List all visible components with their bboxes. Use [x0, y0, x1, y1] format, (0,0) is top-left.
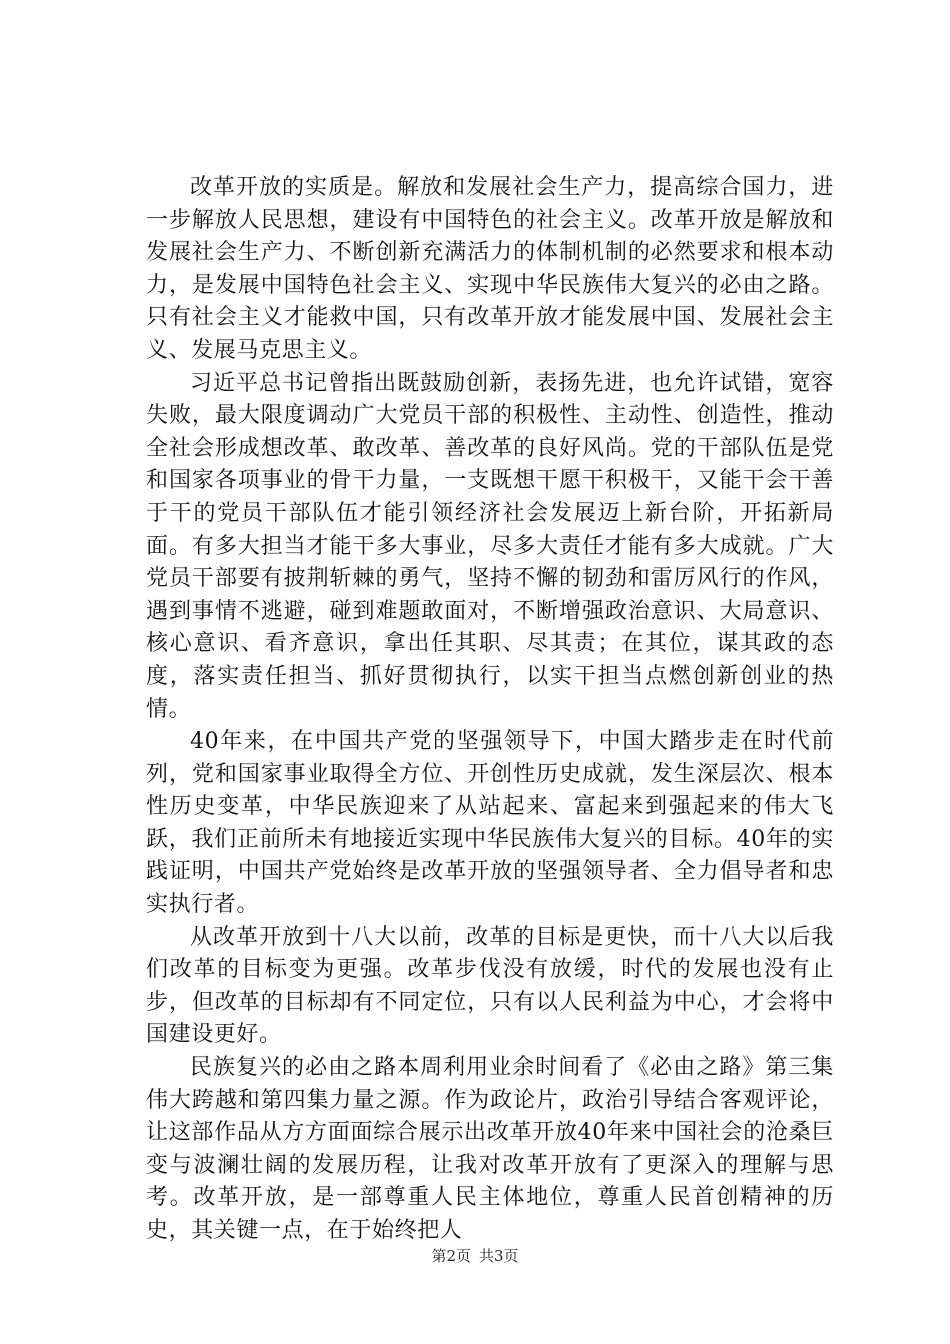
- page-number: 第2页: [431, 1247, 471, 1265]
- page-footer: [0, 1246, 950, 1266]
- paragraph-forty-years: 40年来，在中国共产党的坚强领导下，中国大踏步走在时代前列，党和国家事业取得全方位、开创性历史成就，发生深层次、根本性历史变革，中华民族迎来了从站起来、富起来到强起来的伟大飞跃，我们正前所未有地接近实现中华民族伟大复兴的目标。40年的实践证明，中国共产党始终是改革开放的坚强领导者、全力倡导者和忠实执行者。: [146, 729, 834, 918]
- paragraph-xi-encouragement: 习近平总书记曾指出既鼓励创新，表扬先进，也允许试错，宽容失败，最大限度调动广大党员干部的积极性、主动性、创造性，推动全社会形成想改革、敢改革、善改革的良好风尚。党的干部队伍是党和国家各项事业的骨干力量，一支既想干愿干积极干，又能干会干善于干的党员干部队伍才能引领经济社会发展迈上新台阶，开拓新局面。有多大担当才能干多大事业，尽多大责任才能有多大成就。广大党员干部要有披荆斩棘的勇气，坚持不懈的韧劲和雷厉风行的作风，遇到事情不逃避，碰到难题敢面对，不断增强政治意识、大局意识、核心意识、看齐意识，拿出任其职、尽其责；在其位，谋其政的态度，落实责任担当、抓好贯彻执行，以实干担当点燃创新创业的热情。: [146, 370, 834, 722]
- document-body: [146, 172, 834, 1248]
- page-total: 共3页: [479, 1247, 519, 1265]
- paragraph-reform-essence: 改革开放的实质是。解放和发展社会生产力，提高综合国力，进一步解放人民思想，建设有中国特色的社会主义。改革开放是解放和发展社会生产力、不断创新充满活力的体制机制的必然要求和根本动力，是发展中国特色社会主义、实现中华民族伟大复兴的必由之路。只有社会主义才能救中国，只有改革开放才能发展中国、发展社会主义、发展马克思主义。: [146, 175, 834, 363]
- paragraph-documentary-review: 民族复兴的必由之路本周利用业余时间看了《必由之路》第三集伟大跨越和第四集力量之源。作为政论片，政治引导结合客观评论，让这部作品从方方面面综合展示出改革开放40年来中国社会的沧桑巨变与波澜壮阔的发展历程，让我对改革开放有了更深入的理解与思考。改革开放，是一部尊重人民主体地位，尊重人民首创精神的历史，其关键一点，在于始终把人: [146, 1055, 834, 1243]
- paragraph-reform-goals: 从改革开放到十八大以前，改革的目标是更快，而十八大以后我们改革的目标变为更强。改革步伐没有放缓，时代的发展也没有止步，但改革的目标却有不同定位，只有以人民利益为中心，才会将中国建设更好。: [146, 924, 834, 1048]
